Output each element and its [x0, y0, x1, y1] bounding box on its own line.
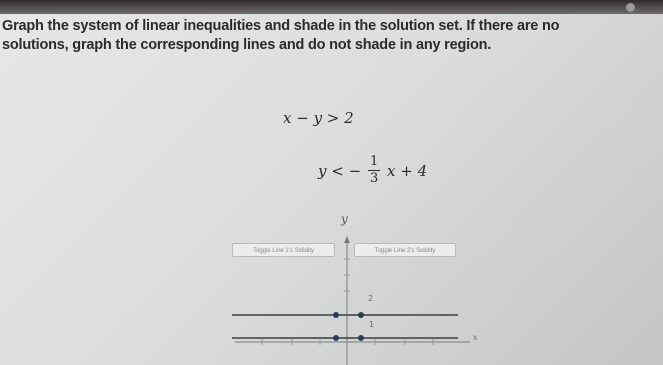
graph-area[interactable]	[0, 14, 663, 365]
window-top-bar	[0, 0, 663, 14]
line-2-point-handle[interactable]	[333, 335, 339, 341]
status-dot-icon	[626, 3, 635, 12]
inequality-1: x − y > 2	[283, 109, 354, 127]
line-2-point-handle[interactable]	[358, 335, 364, 341]
y-tick-label: 2	[368, 294, 374, 303]
toggle-line-2-solidity-button[interactable]: Toggle Line 2's Solidity	[354, 243, 456, 257]
y-axis-label: y	[341, 212, 348, 226]
instructions-line-2: solutions, graph the corresponding lines and do not shade in any region.	[2, 37, 492, 53]
y-tick-label: 1	[369, 320, 375, 329]
inequality-2-tail: x + 4	[387, 161, 428, 180]
instructions-line-1: Graph the system of linear inequalities and shade in the solution set. If there are no	[2, 18, 560, 34]
fraction-denominator: 3	[369, 171, 379, 186]
line-1-point-handle[interactable]	[358, 312, 364, 318]
fraction-numerator: 1	[369, 154, 379, 169]
inequality-2-lhs: y <	[318, 161, 344, 180]
problem-screen	[0, 14, 663, 365]
inequality-2-sign: −	[348, 161, 362, 180]
toggle-line-1-solidity-button[interactable]: Toggle Line 1's Solidity	[232, 243, 335, 257]
y-axis-arrow-icon	[344, 236, 350, 243]
x-axis-label: x	[473, 333, 478, 342]
line-1-point-handle[interactable]	[333, 312, 339, 318]
